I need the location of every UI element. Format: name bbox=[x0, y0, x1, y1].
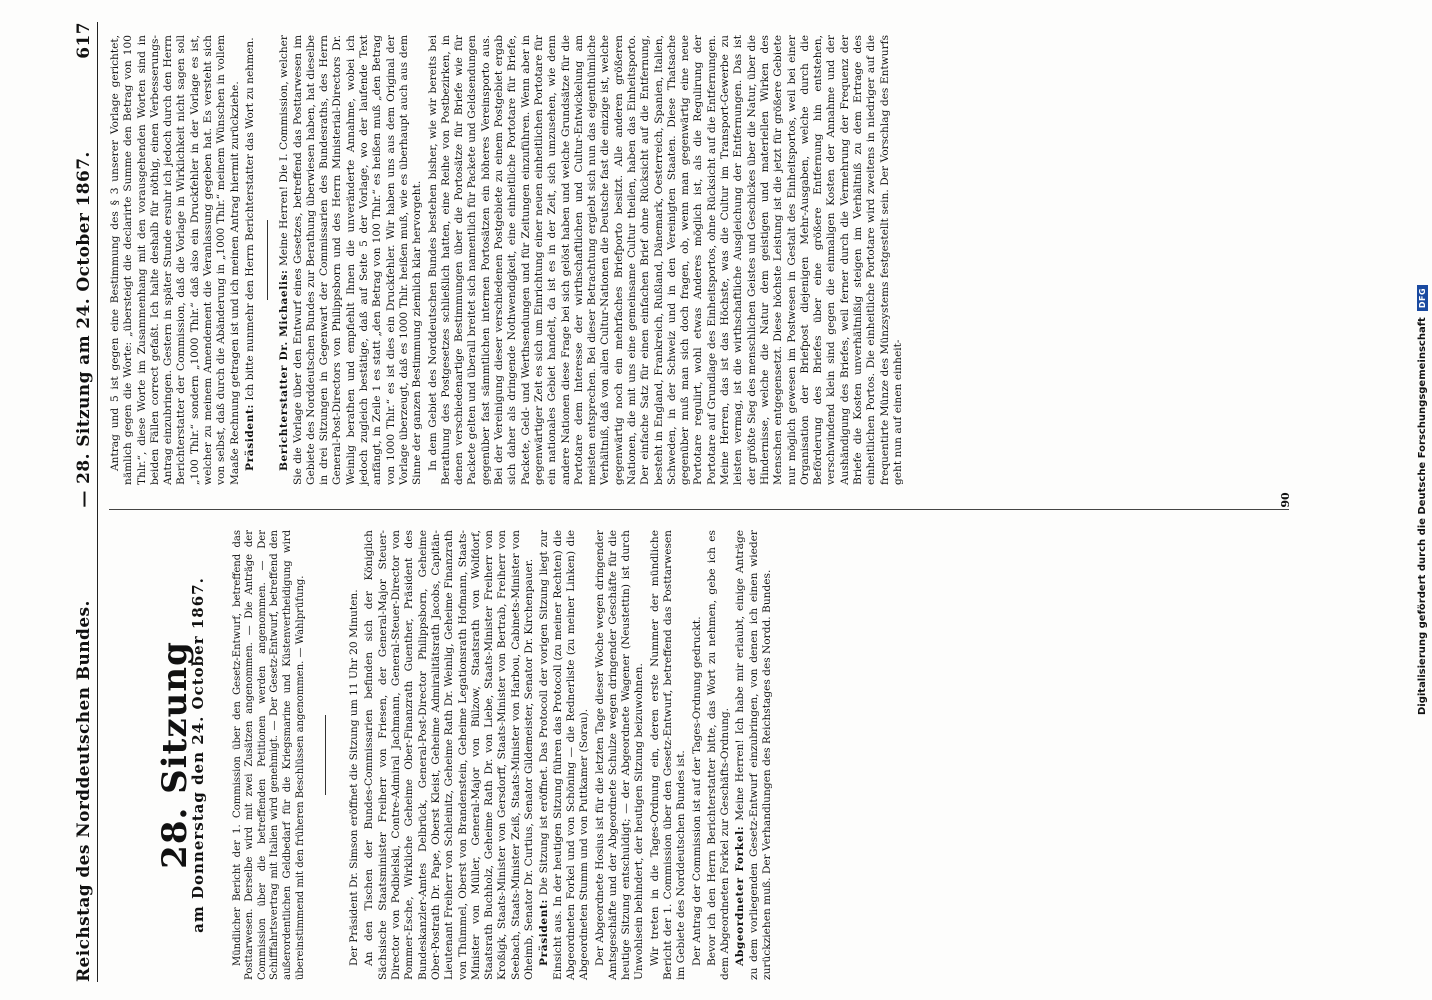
president-paragraph-5: Bevor ich den Herrn Berichterstatter bitte, das Wort zu nehmen, gebe ich es dem Abgeordneten Forkel zur Geschäfts-Ordnung. bbox=[705, 530, 732, 980]
president-paragraph-1 bbox=[538, 530, 591, 980]
president-paragraph-4: Der Antrag der Commission ist auf der Tages-Ordnung gedruckt. bbox=[690, 616, 703, 966]
reporter-paragraph-2: In dem Gebiet des Norddeutschen Bundes bestehen bisher, wie wir bereits bei Berathung des Postgesetzes schließlich hatten, eine Reihe von Postbezirken, in denen verschiedenartige Bestimmungen über die Portosätze für Briefe wie für Packete gelten und überall breitet sich namentlich für Packete und Geldsendungen gegenüber fast sämmtlichen internen Portosätzen ein höheres Vereinsporto aus. Bei der Vereinigung dieser verschiedenen Postgebiete zu einem Postgebiet ergab sich daher als dringende Nothwendigkeit, eine einheitliche Portotare für Briefe, Packete, Geld- und Werthsendungen und für Zeitungen einzuführen. Wenn aber in gegenwärtiger Zeit es sich um Einrichtung einer neuen einheitlichen Portotare für ein nationales Gebiet handelt, da ist es in der Zeit, sich umzusehen, wie denn andere Nationen diese Frage bei sich gelöst haben und welche Grundsätze für die Portotare dem Interesse der wirthschaftlichen und Cultur-Entwickelung am meisten entsprechen. Bei dieser Betrachtung ergiebt sich nun das eigenthümliche Verhältniß, daß von allen Cultur-Nationen die Deutsche fast die einzige ist, welche gegenwärtig noch ein mehrfaches Briefporto besitzt. Alle anderen größeren Nationen, die mit uns eine gemeinsame Cultur theilen, haben das Einheitsporto. Der einfache Satz für einen einfachen Brief ohne Rücksicht auf die Entfernung, besteht in England, Frankreich, Rußland, Dänemark, Oesterreich, Spanien, Italien, Schweden, in der Schweiz und in den Vereinigten Staaten. Diese Thatsache gegenüber muß man sich doch fragen, ob, wenn man gegenwärtig eine neue Portotare regulirt, wohl etwas Anderes möglich ist, als die Regulirung der Portotare auf Grundlage des Einheitsportos, ohne Rücksicht auf die Entfernungen. Meine Herren, das ist das Höchste, was die Cultur im Transport-Gewerbe zu leisten vermag, ist die wirthschaftliche Ausgleichung der Entfernungen. Das ist der größte Sieg des menschlichen Geistes und Geschickes über die Natur, über die Hindernisse, welche die Natur dem geistigen und materiellen Wirken des Menschen entgegensetzt. Diese höchste Leistung ist die jetzt für größere Gebiete nur möglich gewesen im Postwesen in Gestalt des Einheitsportos, weil bei einer Organisation der Briefpost diejenigen Mehr-Ausgaben, welche durch die Beförderung des Briefes über eine größere Entfernung hin entstehen, verschwindend klein sind gegen die einmaligen Kosten der Annahme und der Aushändigung des Briefes, weil ferner durch die Vermehrung der Frequenz der Briefe die Kosten unverhältnißig steigen im Verhältniß zu dem Ertrage des einheitlichen Portos. Die einheitliche Portotare wird zweitens in niedriger auf die frequentirte Münze des Münzsystems festgestellt sein. Der Vorschlag des Entwurfs geht nun auf einen einheit- bbox=[426, 35, 904, 485]
rotated-page-content bbox=[14, 0, 1414, 1000]
left-column bbox=[109, 530, 776, 980]
speaker-forkel: Abgeordneter Forkel: bbox=[734, 825, 747, 966]
president-text-1: Die Sitzung ist eröffnet. Das Protocoll der vorigen Sitzung liegt zur Einsicht aus. In der heutigen Sitzung führen das Protocoll (zu meiner Rechten) die Abgeordneten Forkel und von Schöning — die Rednerliste (zu meiner Linken) die Abgeordneten Stumm und von Puttkamer (Sorau). bbox=[538, 530, 591, 980]
section-divider-right bbox=[267, 220, 268, 300]
column-divider bbox=[109, 509, 1289, 510]
forkel-text: Meine Herren! Ich habe mir erlaubt, einige Anträge zu dem vorliegenden Gesetz-Entwurf einzubringen, von denen ich einen wieder zurückziehen muß. Der Verhandlungen des Reichstages des Nordd. Bundes. bbox=[734, 530, 774, 980]
speaker-reporter: Berichterstatter Dr. Michaelis: bbox=[278, 269, 291, 471]
reporter-text-1: Meine Herren! Die I. Commission, welcher Sie die Vorlage über den Entwurf eines Gesetzes, betreffend das Posttarwesen im Gebiete des Norddeutschen Bundes zur Berathung überwiesen haben, hat dieselbe in drei Sitzungen in Gegenwart der Commissarien des Bundesraths, des Herrn General-Post-Directors von Philippsborn und des Herrn Ministerial-Directors Dr. Weinlig berathen und empfiehlt Ihnen die unveränderte Annahme, wobei ich jedoch zugleich bestätige, daß auf Seite 5 der Vorlage, wo der laufende Text anfängt, in Zeile 1 es statt „den Betrag von 100 Thlr.“ es heißen muß „den Betrag von 1000 Thlr.“ es ist dies ein Druckfehler. Wir haben uns aus dem Original der Vorlage überzeugt, daß es 1000 Thlr. heißen muß, wie es überhaupt auch aus dem Sinne der ganzen Bestimmung ziemlich klar hervorgeht. bbox=[278, 35, 424, 485]
digitization-credit bbox=[1400, 0, 1432, 1000]
session-summary: Mündlicher Bericht der 1. Commission über den Gesetz-Entwurf, betreffend das Posttarwesen. Derselbe wird mit zwei Zusätzen angenommen. — Die Anträge der Commission über die betreffenden Petitionen werden angenommen. — Der Schifffahrtsvertrag mit Italien wird genehmigt. — Der Gesetz-Entwurf, betreffend den außerordentlichen Geldbedarf für die Kriegsmarine und Küstenvertheidigung wird übereinstimmend mit den früheren Beschlüssen angenommen. — Wahlprüfung. bbox=[231, 530, 306, 980]
running-head bbox=[64, 22, 98, 982]
president-request-text: Ich bitte nunmehr den Herrn Berichterstatter das Wort zu nehmen. bbox=[243, 37, 256, 401]
running-head-page-number: 617 bbox=[74, 22, 94, 59]
president-paragraph-2: Der Abgeordnete Hosius ist für die letzten Tage dieser Woche wegen dringender Amtsgeschäfte und der Abgeordnete Schulze wegen dringender Geschäfte für die heutige Sitzung entschuldigt; — der Abgeordnete Wagener (Neustettin) ist durch Unwohlsein behindert, der heutigen Sitzung beizuwohnen. bbox=[593, 530, 646, 980]
right-column bbox=[109, 35, 907, 485]
forkel-continuation: Antrag und 5 ist gegen eine Bestimmung des § 3 unserer Vorlage gerichtet, nämlich gegen die Worte: „übersteigt die declarirte Summe den Betrag von 100 Thlr.“, diese Worte im Zusammenhang mit den vorausgehenden Worten sind in beiden Fällen correct gefaßt. Ich halte deshalb für nöthig, einen Verbesserungs-Antrag einzubringen. Gestern in später Stunde ersuhr ich jedoch durch den Herrn Berichterstatter der Commission, daß die Vorlage in Wirklichkeit nicht sagen soll „100 Thlr.“ sondern „1000 Thlr.“ daß also ein Druckfehler in der Vorlage es ist, welcher zu meinem Amendement die Veranlassung gegeben hat. Es versteht sich von selbst, daß durch die Abänderung in „1000 Thlr.“ meinem Wünschen in vollem Maaße Rechnung getragen ist und ich meinen Antrag hiermit zurückziehe. bbox=[109, 35, 241, 485]
opening-paragraph: Der Präsident Dr. Simson eröffnet die Sitzung um 11 Uhr 20 Minuten. bbox=[348, 589, 361, 966]
speaker-president-right: Präsident: bbox=[243, 403, 256, 471]
president-request-paragraph bbox=[244, 35, 257, 485]
president-paragraph-3: Wir treten in die Tages-Ordnung ein, deren erste Nummer der mündliche Bericht der 1. Commission über den Gesetz-Entwurf, betreffend das Posttarwesen im Gebiete des Norddeutschen Bundes ist. bbox=[648, 530, 688, 980]
running-head-session: — 28. Sitzung am 24. October 1867. bbox=[74, 151, 94, 508]
commissioners-paragraph: An den Tischen der Bundes-Commissarien befinden sich der Königlich Sächsische Staatsminister Freiherr von Friesen, der General-Major Steuer-Director von Podbielski, Contre-Admiral Jachmann, General-Steuer-Director von Pommer-Esche, Wirkliche Geheime Ober-Finanzrath Guenther, Präsident des Bundeskanzler-Amtes Delbrück, General-Post-Director Philippsborn, Geheime Ober-Postrath Dr. Pape, Oberst Kleist, Geheime Admiralitätsrath Jacobs, Capitän-Lieutenant Freiherr von Schleinitz, Geheime Rath Dr. Weinlig, Geheime Finanzrath von Thümmel, Oberst von Brandenstein, Geheime Legationsrath Hofmann, Staats-Minister von Müller, General-Major von Bülzow, Staatsrath von Wolfdorf, Staatsrath Buchholz, Geheime Rath Dr. von Liebe, Staats-Minister Freiherr von Kroßigk, Staats-Minister von Gersdorff, Staats-Minister von Bertrab, Freiherr von Seebach, Staats-Minister Zeiß, Staats-Minister von Harbou, Cabinets-Minister von Oheimb, Senator Dr. Curtius, Senator Gildemeister, Senator Dr. Kirchenpauer. bbox=[363, 530, 536, 980]
forkel-paragraph bbox=[734, 530, 774, 980]
section-divider bbox=[325, 715, 326, 795]
speaker-president: Präsident: bbox=[538, 898, 551, 966]
digitization-credit-text: Digitalisierung gefördert durch die Deutsche Forschungsgemeinschaft bbox=[1416, 317, 1428, 716]
reporter-paragraph-1 bbox=[278, 35, 424, 485]
signature-number: 90 bbox=[1279, 492, 1292, 508]
digitization-credit-text-wrapper bbox=[1406, 0, 1432, 1000]
session-title: 28. Sitzung bbox=[155, 641, 195, 869]
running-head-title: Reichstag des Norddeutschen Bundes. bbox=[74, 600, 94, 982]
dfg-logo: DFG bbox=[1417, 285, 1428, 311]
session-subtitle: am Donnerstag den 24. October 1867. bbox=[189, 577, 208, 933]
